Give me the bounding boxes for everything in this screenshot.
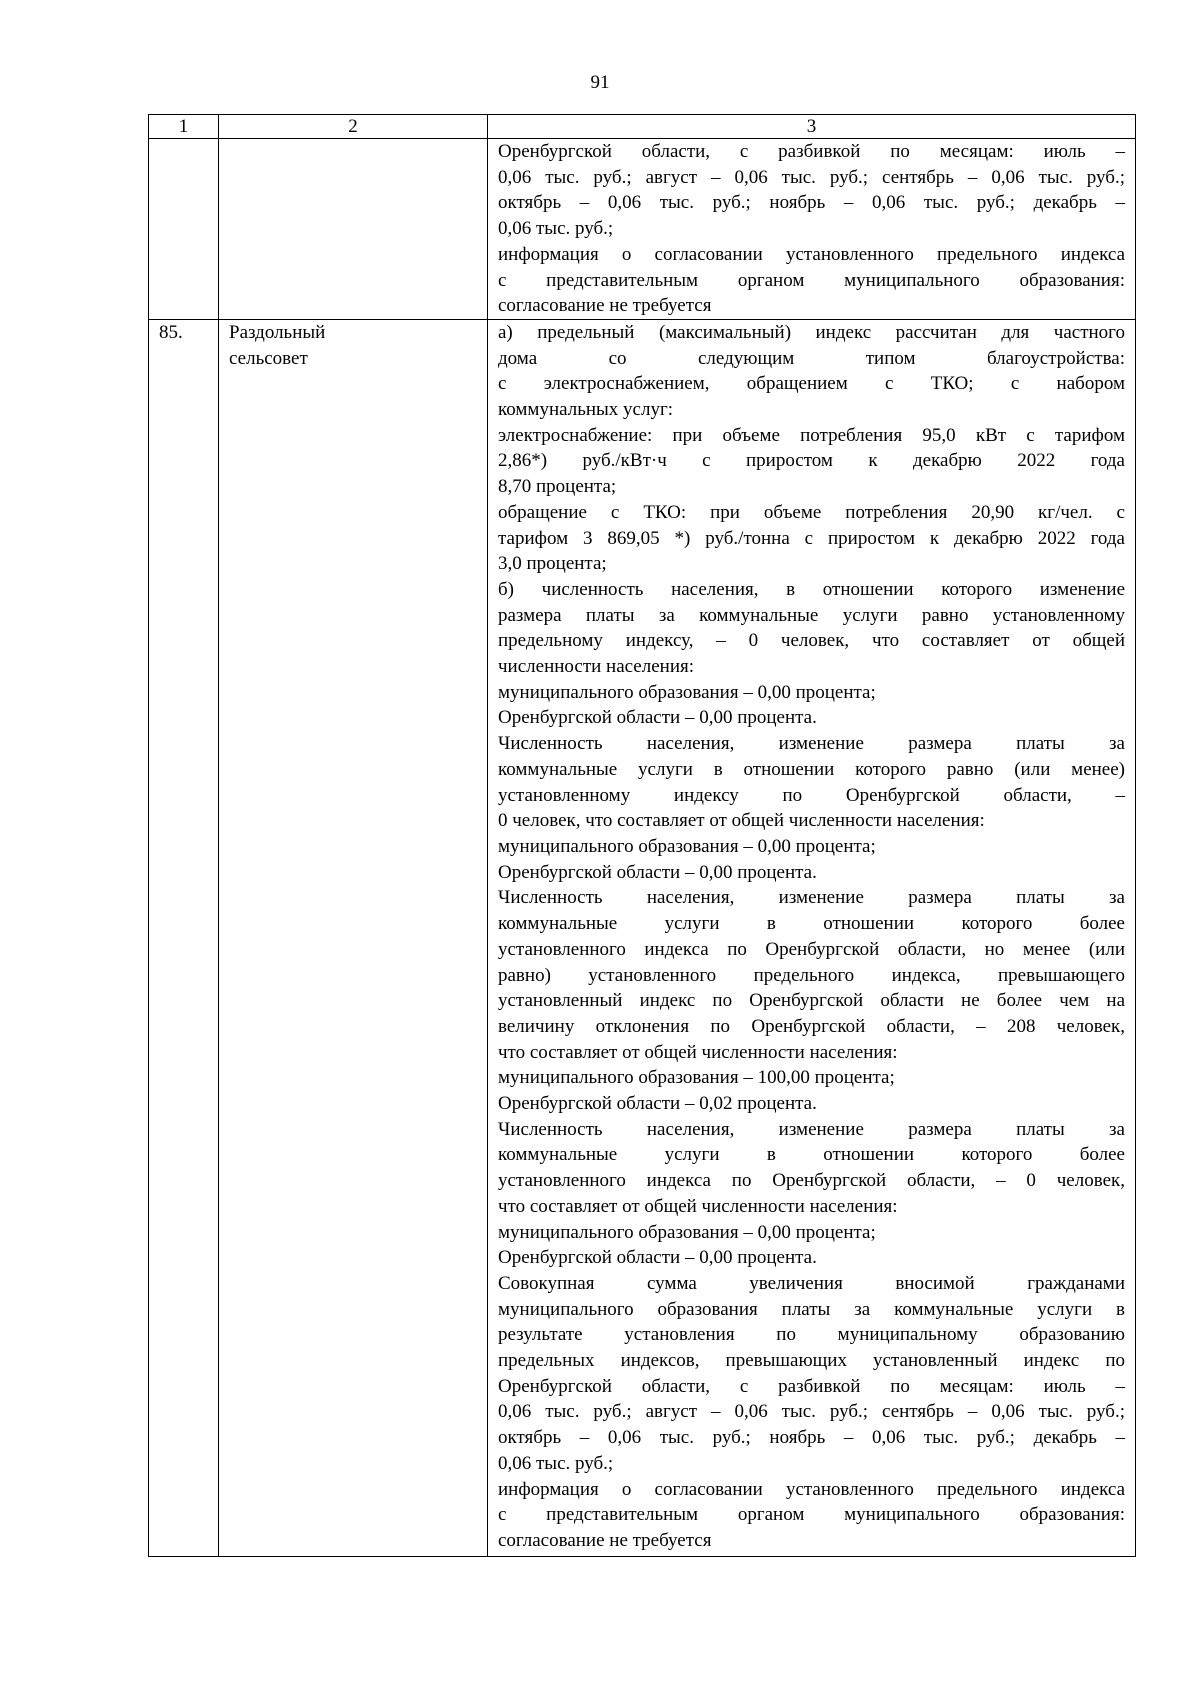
text-line: муниципального образования – 0,00 процента; (498, 681, 876, 703)
text-line: размера платы за коммунальные услуги равно установленному (498, 604, 1125, 626)
text-line: результате установления по муниципальному образованию (498, 1324, 1125, 1346)
text-line: что составляет от общей численности населения: (498, 1195, 898, 1217)
text-line: 0 человек, что составляет от общей численности населения: (498, 810, 985, 832)
municipality-name-cell (219, 139, 488, 320)
text-line: установленный индекс по Оренбургской области не более чем на (498, 990, 1125, 1012)
text-line: предельных индексов, превышающих установленный индекс по (498, 1350, 1125, 1372)
text-line: с электроснабжением, обращением с ТКО; с набором (498, 373, 1125, 395)
table-header-row (149, 115, 1136, 139)
index-description-cell (488, 139, 1136, 320)
table-row (149, 139, 1136, 320)
text-line: муниципального образования платы за коммунальные услуги в (498, 1298, 1125, 1320)
text-line: с представительным органом муниципального образования: (498, 269, 1125, 291)
text-line: Численность населения, изменение размера платы за (498, 733, 1125, 755)
text-line: информация о согласовании установленного предельного индекса (498, 243, 1125, 265)
text-line: октябрь – 0,06 тыс. руб.; ноябрь – 0,06 тыс. руб.; декабрь – (498, 192, 1125, 214)
text-line: Численность населения, изменение размера платы за (498, 887, 1125, 909)
text-line: Численность населения, изменение размера платы за (498, 1118, 1125, 1140)
column-header-3: 3 (488, 115, 1136, 139)
row-number-cell: 85. (149, 319, 219, 1556)
table-row (149, 319, 1136, 1556)
text-line: информация о согласовании установленного предельного индекса (498, 1478, 1125, 1500)
text-line: предельному индексу, – 0 человек, что составляет от общей (498, 630, 1125, 652)
text-line: муниципального образования – 100,00 процента; (498, 1067, 895, 1089)
text-line: 8,70 процента; (498, 476, 617, 498)
text-line: коммунальных услуг: (498, 399, 674, 421)
column-header-1: 1 (149, 115, 219, 139)
text-line: обращение с ТКО: при объеме потребления 20,90 кг/чел. с (498, 501, 1125, 523)
text-line: Оренбургской области – 0,00 процента. (498, 1247, 817, 1269)
municipality-name-cell (219, 319, 488, 1556)
text-line: Оренбургской области, с разбивкой по месяцам: июль – (498, 1375, 1125, 1397)
text-line: 3,0 процента; (498, 553, 607, 575)
text-line: 2,86*) руб./кВт·ч с приростом к декабрю 2022 года (498, 450, 1125, 472)
text-line: установленного индекса по Оренбургской области, – 0 человек, (498, 1170, 1125, 1192)
text-line: 0,06 тыс. руб.; (498, 218, 614, 240)
text-line: Оренбургской области – 0,02 процента. (498, 1093, 817, 1115)
text-line: тарифом 3 869,05 *) руб./тонна с приростом к декабрю 2022 года (498, 527, 1125, 549)
text-line: коммунальные услуги в отношении которого более (498, 1144, 1125, 1166)
text-line: б) численность населения, в отношении которого изменение (498, 578, 1125, 600)
page-number: 91 (590, 72, 610, 93)
text-line: численности населения: (498, 656, 695, 678)
municipality-name-line: сельсовет (229, 347, 308, 369)
text-line: Оренбургской области, с разбивкой по месяцам: июль – (498, 141, 1125, 162)
text-line: а) предельный (максимальный) индекс рассчитан для частного (498, 321, 1125, 343)
text-line: коммунальные услуги в отношении которого более (498, 913, 1125, 935)
text-line: 0,06 тыс. руб.; (498, 1452, 614, 1474)
text-line: Оренбургской области – 0,00 процента. (498, 861, 817, 883)
text-line: равно) установленного предельного индекса, превышающего (498, 964, 1125, 986)
text-line: установленного индекса по Оренбургской области, но менее (или (498, 938, 1125, 960)
text-line: 0,06 тыс. руб.; август – 0,06 тыс. руб.; сентябрь – 0,06 тыс. руб.; (498, 1401, 1125, 1423)
text-line: электроснабжение: при объеме потребления 95,0 кВт с тарифом (498, 424, 1125, 446)
municipality-name-line: Раздольный (229, 321, 326, 343)
text-line: 0,06 тыс. руб.; август – 0,06 тыс. руб.; сентябрь – 0,06 тыс. руб.; (498, 166, 1125, 188)
text-line: установленному индексу по Оренбургской области, – (498, 784, 1125, 806)
text-line: коммунальные услуги в отношении которого равно (или менее) (498, 758, 1125, 780)
text-line: дома со следующим типом благоустройства: (498, 347, 1125, 369)
text-line: октябрь – 0,06 тыс. руб.; ноябрь – 0,06 тыс. руб.; декабрь – (498, 1427, 1125, 1449)
text-line: Совокупная сумма увеличения вносимой гражданами (498, 1272, 1125, 1294)
text-line: величину отклонения по Оренбургской области, – 208 человек, (498, 1015, 1125, 1037)
text-line: согласование не требуется (498, 1529, 712, 1551)
text-line: муниципального образования – 0,00 процента; (498, 1221, 876, 1243)
text-line: Оренбургской области – 0,00 процента. (498, 707, 817, 729)
row-number-cell (149, 139, 219, 320)
text-line: согласование не требуется (498, 295, 712, 317)
text-line: что составляет от общей численности населения: (498, 1041, 898, 1063)
column-header-2: 2 (219, 115, 488, 139)
text-line: муниципального образования – 0,00 процента; (498, 835, 876, 857)
text-line: с представительным органом муниципального образования: (498, 1504, 1125, 1526)
document-table (148, 114, 1136, 1557)
index-description-cell (488, 319, 1136, 1556)
